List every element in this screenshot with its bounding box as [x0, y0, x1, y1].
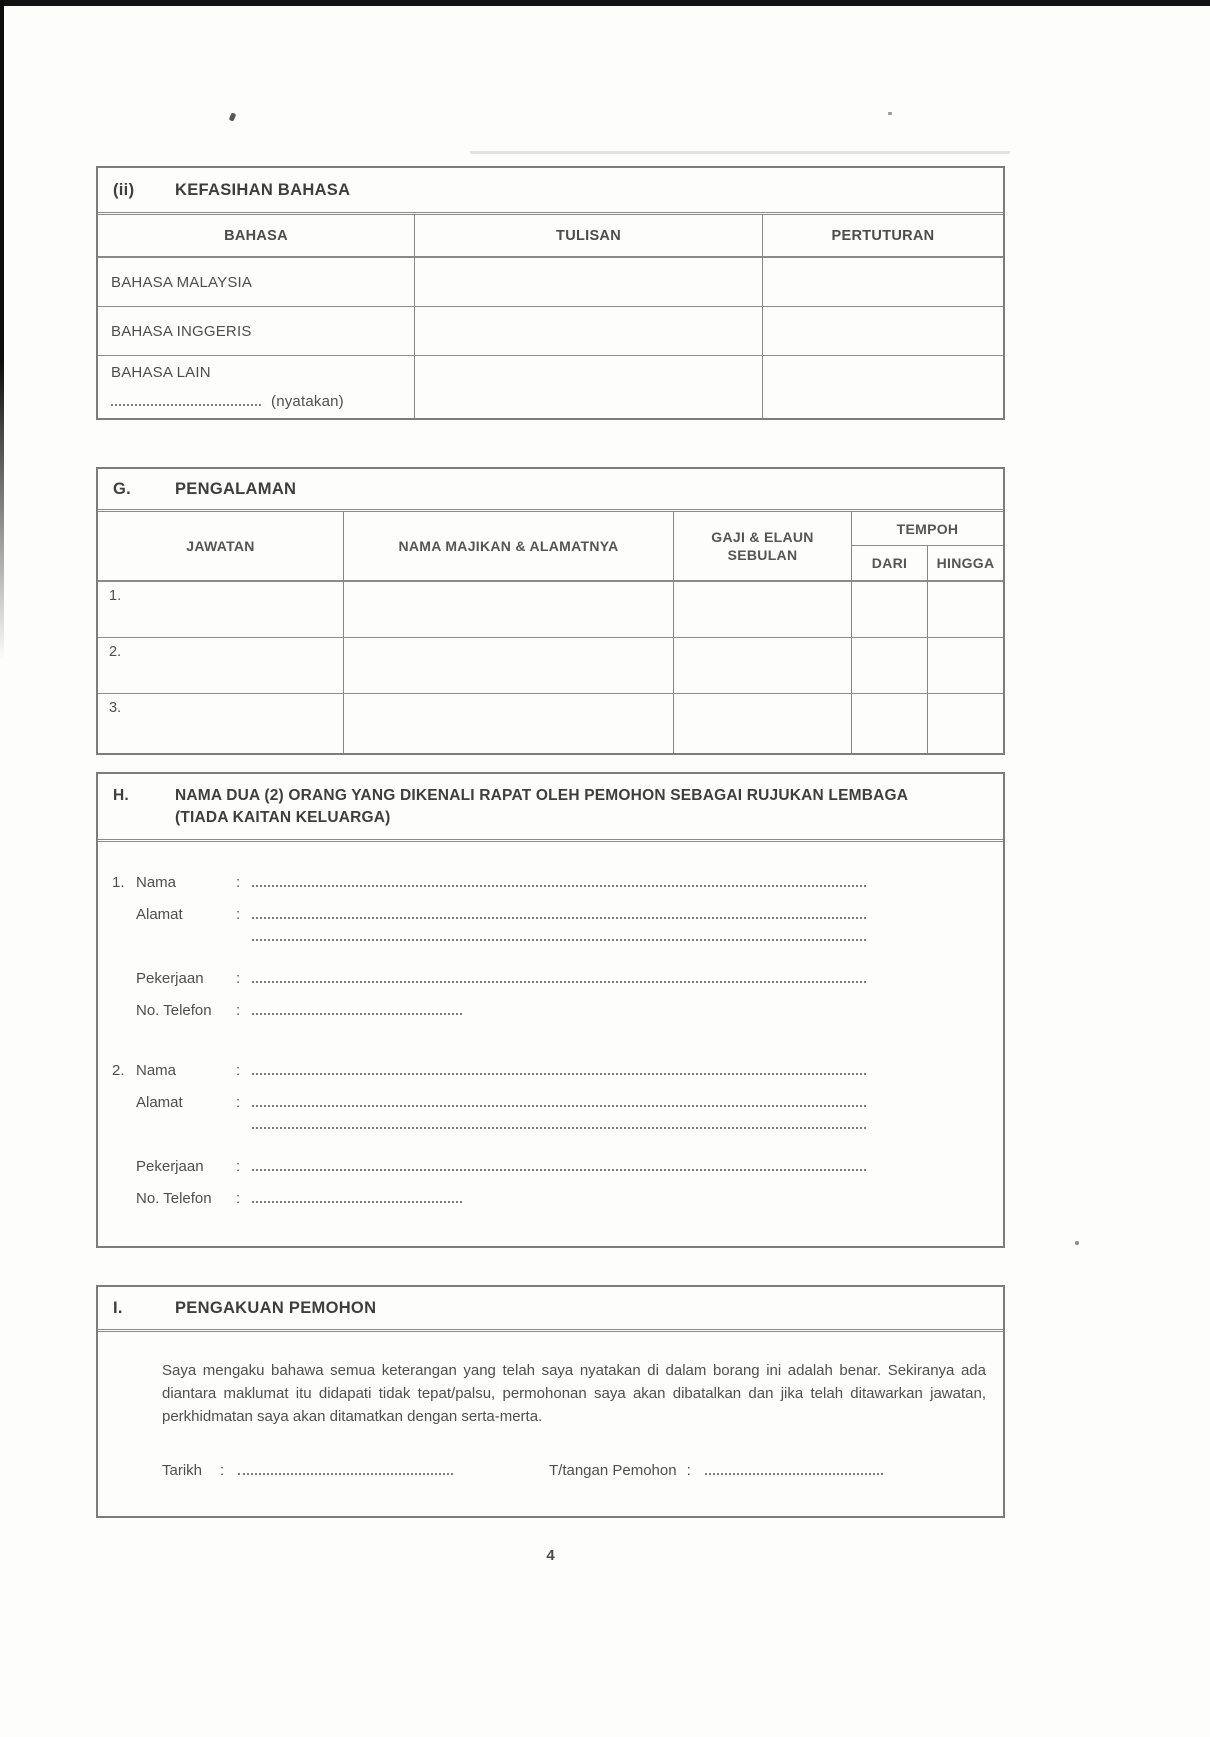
reference2-pekerjaan-row	[110, 1158, 1003, 1190]
experience-input-cell[interactable]	[344, 638, 674, 694]
table-row	[98, 356, 1003, 418]
scan-speck	[229, 112, 237, 121]
column-header-gaji: GAJI & ELAUN SEBULAN	[674, 512, 852, 582]
language-table-header-row	[98, 215, 1003, 258]
reference1-telefon-row	[110, 1002, 1003, 1034]
tulisan-input-cell-bahasa-malaysia[interactable]	[415, 258, 763, 307]
declaration-section	[96, 1285, 1005, 1518]
section-label: I.	[113, 1298, 123, 1317]
pertuturan-input-cell-bahasa-malaysia[interactable]	[763, 258, 1003, 307]
experience-input-cell[interactable]	[928, 694, 1003, 753]
signature-label: T/tangan Pemohon	[549, 1462, 677, 1479]
references-section	[96, 772, 1005, 1248]
row-label-bahasa-lain	[98, 356, 415, 418]
references-title-line2: (TIADA KAITAN KELUARGA)	[175, 809, 391, 827]
references-body	[98, 842, 1003, 1222]
experience-input-cell[interactable]	[852, 694, 928, 753]
nama-label: Nama	[136, 873, 177, 891]
nama-label: Nama	[136, 1061, 177, 1079]
reference2-alamat-field-line2[interactable]	[252, 1126, 866, 1129]
table-row	[98, 307, 1003, 356]
experience-input-cell[interactable]	[928, 582, 1003, 638]
column-header-tulisan: TULISAN	[415, 215, 763, 258]
scan-speck	[888, 112, 892, 115]
reference1-alamat-field[interactable]	[252, 916, 866, 919]
colon: :	[686, 1462, 691, 1479]
declaration-text: Saya mengaku bahawa semua keterangan yang telah saya nyatakan di dalam borang ini adalah benar. Sekiranya ada diantara maklumat itu didapati tidak tepat/palsu, permohonan saya akan dibatalkan dan jika telah ditawarkan jawatan, perkhidmatan saya akan ditamatkan dengan serta-merta.	[162, 1362, 986, 1425]
section-label: G.	[113, 479, 132, 498]
experience-section-header	[98, 469, 1003, 512]
reference1-alamat-row	[110, 906, 1003, 938]
experience-row-number: 3.	[98, 694, 344, 753]
column-header-majikan: NAMA MAJIKAN & ALAMATNYA	[344, 512, 674, 582]
experience-input-cell[interactable]	[674, 638, 852, 694]
colon: :	[236, 873, 241, 891]
section-label: H.	[113, 787, 129, 804]
experience-input-cell[interactable]	[928, 638, 1003, 694]
reference-number: 2.	[112, 1061, 125, 1079]
scan-edge-top	[0, 0, 1210, 6]
reference2-pekerjaan-field[interactable]	[252, 1168, 866, 1171]
bahasa-lain-label: BAHASA LAIN	[111, 364, 211, 381]
reference1-alamat2-row	[110, 938, 1003, 970]
scan-speck	[1075, 1241, 1079, 1245]
pekerjaan-label: Pekerjaan	[136, 1157, 204, 1175]
colon: :	[236, 969, 241, 987]
nyatakan-note: (nyatakan)	[271, 393, 344, 410]
experience-input-cell[interactable]	[674, 694, 852, 753]
experience-row-number: 1.	[98, 582, 344, 638]
column-header-pertuturan: PERTUTURAN	[763, 215, 1003, 258]
row-label-bahasa-inggeris: BAHASA INGGERIS	[98, 307, 415, 356]
colon: :	[236, 1093, 241, 1111]
column-header-jawatan: JAWATAN	[98, 512, 344, 582]
reference-number: 1.	[112, 873, 125, 891]
reference1-nama-field[interactable]	[252, 884, 866, 887]
experience-input-cell[interactable]	[344, 694, 674, 753]
colon: :	[220, 1462, 225, 1479]
table-row	[98, 258, 1003, 307]
section-title: KEFASIHAN BAHASA	[175, 180, 351, 199]
alamat-label: Alamat	[136, 905, 183, 923]
colon: :	[236, 905, 241, 923]
alamat-label: Alamat	[136, 1093, 183, 1111]
scan-smudge	[470, 151, 1010, 154]
experience-row-number: 2.	[98, 638, 344, 694]
column-header-hingga: HINGGA	[928, 546, 1003, 582]
reference2-alamat-row	[110, 1094, 1003, 1126]
experience-input-cell[interactable]	[674, 582, 852, 638]
reference1-nama-row	[110, 874, 1003, 906]
pertuturan-input-cell-bahasa-lain[interactable]	[763, 356, 1003, 418]
experience-input-cell[interactable]	[852, 582, 928, 638]
tulisan-input-cell-bahasa-inggeris[interactable]	[415, 307, 763, 356]
reference2-telefon-row	[110, 1190, 1003, 1222]
colon: :	[236, 1001, 241, 1019]
reference2-alamat-field[interactable]	[252, 1104, 866, 1107]
reference2-alamat2-row	[110, 1126, 1003, 1158]
language-section-header	[98, 168, 1003, 215]
colon: :	[236, 1157, 241, 1175]
telefon-label: No. Telefon	[136, 1189, 212, 1207]
references-section-header	[98, 774, 1003, 842]
language-fluency-table	[96, 166, 1005, 420]
signature-field[interactable]	[705, 1472, 883, 1475]
section-label: (ii)	[113, 180, 135, 199]
experience-grid	[98, 512, 1003, 753]
reference2-telefon-field[interactable]	[252, 1200, 462, 1203]
references-title-line1: NAMA DUA (2) ORANG YANG DIKENALI RAPAT OLEH PEMOHON SEBAGAI RUJUKAN LEMBAGA	[175, 787, 909, 804]
experience-input-cell[interactable]	[852, 638, 928, 694]
colon: :	[236, 1061, 241, 1079]
section-title: PENGALAMAN	[175, 479, 297, 498]
pekerjaan-label: Pekerjaan	[136, 969, 204, 987]
reference2-nama-field[interactable]	[252, 1072, 866, 1075]
row-label-bahasa-malaysia: BAHASA MALAYSIA	[98, 258, 415, 307]
reference1-pekerjaan-row	[110, 970, 1003, 1002]
bahasa-lain-fill-line[interactable]	[111, 403, 261, 406]
pertuturan-input-cell-bahasa-inggeris[interactable]	[763, 307, 1003, 356]
column-header-tempoh: TEMPOH	[852, 512, 1003, 546]
experience-input-cell[interactable]	[344, 582, 674, 638]
reference1-pekerjaan-field[interactable]	[252, 980, 866, 983]
tulisan-input-cell-bahasa-lain[interactable]	[415, 356, 763, 418]
scan-edge-left	[0, 0, 4, 660]
column-header-dari: DARI	[852, 546, 928, 582]
section-title: PENGAKUAN PEMOHON	[175, 1298, 377, 1317]
reference2-nama-row	[110, 1062, 1003, 1094]
column-header-bahasa: BAHASA	[98, 215, 415, 258]
declaration-section-header	[98, 1287, 1003, 1332]
section-title	[175, 785, 908, 830]
reference1-telefon-field[interactable]	[252, 1012, 462, 1015]
tarikh-field[interactable]	[238, 1472, 453, 1475]
tarikh-label: Tarikh	[162, 1462, 203, 1479]
reference1-alamat-field-line2[interactable]	[252, 938, 866, 941]
declaration-signature-row	[162, 1462, 1003, 1479]
page-number: 4	[546, 1547, 555, 1564]
colon: :	[236, 1189, 241, 1207]
telefon-label: No. Telefon	[136, 1001, 212, 1019]
experience-table	[96, 467, 1005, 755]
